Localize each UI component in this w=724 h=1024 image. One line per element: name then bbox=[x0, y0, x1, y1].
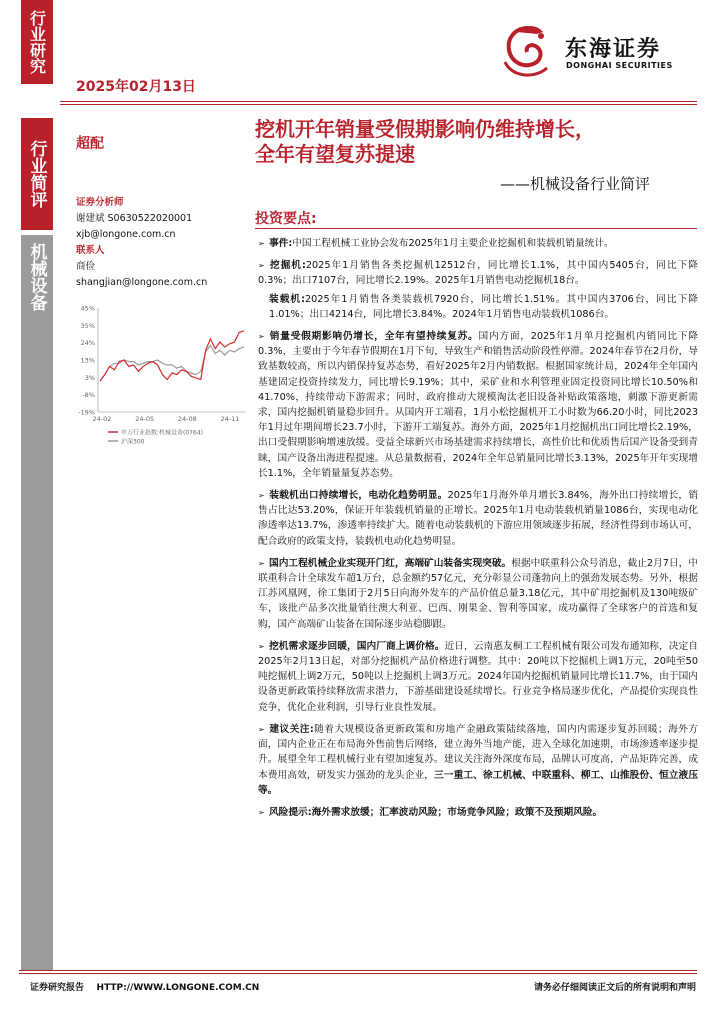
bullet-icon: ➢ bbox=[258, 261, 265, 271]
series-line bbox=[100, 331, 244, 381]
bullet-icon: ➢ bbox=[258, 724, 265, 734]
paragraph-risk: ➢ 风险提示:海外需求放缓；汇率波动风险；市场竞争风险；政策不及预期风险。 bbox=[258, 805, 698, 820]
header-divider bbox=[60, 101, 697, 102]
main-content bbox=[258, 236, 698, 827]
performance-chart bbox=[76, 300, 252, 450]
contact-label: 联系人 bbox=[76, 245, 105, 256]
legend-label: 沪深300 bbox=[121, 438, 145, 446]
dragon-logo-icon bbox=[497, 22, 559, 84]
paragraph-suggest: ➢ 建议关注:随着大规模设备更新政策和房地产金融政策陆续落地，国内内需逐步复苏回暖；海外方面，国内企业正在布局海外售前售后网络，建立海外当地产能，进入全球化加速期，市场渗透率逐步提升。展望全年工程机械行业有望加速复苏。建议关注海外深度布局，品牌认可度高，产品矩阵完善，成本费用高效，研发实力强劲的龙头企业，三一重工、徐工机械、中联重科、柳工、山推股份、恒立液压等。 bbox=[258, 723, 699, 796]
sidebar-sector: 机械设备 bbox=[21, 235, 53, 970]
section-divider bbox=[255, 228, 697, 229]
contact-email[interactable]: shangjian@longone.com.cn bbox=[76, 277, 208, 288]
x-tick-label: 24-05 bbox=[135, 415, 155, 423]
footer-right: 请务必仔细阅读正文后的所有说明和声明 bbox=[533, 983, 696, 993]
bullet-icon: ➢ bbox=[258, 239, 265, 248]
report-subtitle: ——机械设备行业简评 bbox=[500, 175, 651, 193]
title-line-1: 挖机开年销量受假期影响仍维持增长， bbox=[255, 117, 595, 141]
paragraph-loader-export: ➢ 装载机出口持续增长，电动化趋势明显。2025年1月海外单月增长3.84%，海外出口持续增长，销售占比达53.20%，保证开年装载机销量的正增长。2025年1月电动装载机销量1086台，实现电动化渗透率达13.7%，渗透率持续扩大。随着电动装载机的下游应用领域逐步拓展，经济性得到市场认可，配合政府的政策支持，装载机电动化趋势明显。 bbox=[258, 490, 699, 547]
paragraph-sales: ➢ 销量受假期影响仍增长，全年有望持续复苏。国内方面，2025年1月单月挖掘机内销同比下降0.3%，主要由于今年春节假期在1月下旬，导致生产和销售活动阶段性停滞。2024年春节在2月份，导致基数较高，所以内销保持复苏态势，看好2025年2月内销数据。根据国家统计局，2024年全年国内基建固定投资持续发力，同比增长9.19%；其中，采矿业和水利管理业固定投资同比增长10.50%和41.70%，持续带动下游需求；同时，政府推动大规模淘汰老旧设备补贴政策落地，刺激下游更新需求，国内挖掘机销量稳步回升。从国内开工端看，1月小松挖掘机开工小时数为66.20小时，同比2023年1月过年期间增长23.7小时，下游开工端复苏。海外方面，2025年1月挖掘机出口同比增长2.19%，出口受假期影响增速放缓。受益全球新兴市场基建需求持续增长，高性价比和优质售后国产设备受到青睐，国产设备出海进程提速。从总量数据看，2024年全年总销量同比增长3.13%，2025年开年实现增长1.1%，全年销量量复苏态势。 bbox=[258, 331, 698, 479]
paragraph-excavator: ➢ 挖掘机:2025年1月销售各类挖掘机12512台，同比增长1.1%，其中国内5405台，同比下降0.3%；出口7107台，同比增长2.19%。2025年1月销售电动挖掘机18台。 bbox=[258, 260, 698, 287]
y-tick-label: -19% bbox=[78, 408, 95, 417]
y-tick-label: 45% bbox=[80, 304, 95, 313]
report-date: 2025年02月13日 bbox=[76, 79, 196, 95]
header-divider-2 bbox=[60, 104, 697, 105]
x-tick-label: 24-02 bbox=[92, 415, 112, 423]
y-tick-label: 24% bbox=[80, 339, 95, 348]
bullet-icon: ➢ bbox=[258, 332, 265, 342]
sidebar-category: 行业研究 bbox=[21, 0, 53, 84]
section-title: 投资要点: bbox=[255, 211, 317, 227]
report-title bbox=[255, 117, 695, 167]
contact-name: 商俭 bbox=[76, 261, 96, 272]
footer-left[interactable]: 证券研究报告 HTTP://WWW.LONGONE.COM.CN bbox=[30, 983, 260, 993]
paragraph-domestic: ➢ 国内工程机械企业实现开门红，高端矿山装备实现突破。根据中联重科公众号消息，截止2月7日，中联重科合计全球发车超1万台，总金额约57亿元，充分彰显公司蓬勃向上的强劲发展态势。另外，根据江苏风凰网，徐工集团于2月5日向海外发车的产品价值总量3.18亿元，其中矿用挖掘机及130吨级矿车，该批产品多次批量销往澳大利亚、巴西、刚果金、智利等国家，成功赢得了全球客户的首选和复购，国产高端矿山装备在国际逐步站稳脚跟。 bbox=[258, 557, 698, 630]
bullet-icon: ➢ bbox=[258, 491, 265, 501]
y-tick-label: 13% bbox=[80, 356, 95, 365]
bullet-icon: ➢ bbox=[258, 641, 265, 651]
analyst-block bbox=[76, 195, 246, 291]
rating-badge: 超配 bbox=[76, 136, 104, 152]
legend-label: 申万行业指数:机械设备(0764) bbox=[121, 429, 203, 437]
x-tick-label: 24-08 bbox=[177, 415, 197, 423]
analyst-email[interactable]: xjb@longone.com.cn bbox=[76, 229, 176, 240]
y-tick-label: 35% bbox=[80, 321, 95, 330]
paragraph-price: ➢ 挖机需求逐步回暖，国内厂商上调价格。近日，云南惠友桐工工程机械有限公司发布通知称，决定自2025年2月13日起，对部分挖掘机产品价格进行调整。其中：20吨以下挖掘机上调1万元，20吨至50吨挖掘机上调2万元，50吨以上挖掘机上调3万元。2024年国内挖掘机销量同比增长11.7%，由于国内设备更新政策持续释放需求潜力，下游基础建设延续增长。行业竞争格局逐步优化，产品提价实现良性竞争，优化企业利润，引导行业良性发展。 bbox=[258, 640, 698, 713]
y-tick-label: 3% bbox=[84, 373, 95, 382]
paragraph-event: ➢ 事件:中国工程机械工业协会发布2025年1月主要企业挖掘机和装载机销量统计。 bbox=[258, 236, 698, 251]
analyst-label: 证券分析师 bbox=[76, 197, 124, 208]
footer-divider bbox=[19, 970, 697, 971]
y-tick-label: -8% bbox=[82, 391, 95, 400]
paragraph-loader: 装载机:2025年1月销售各类装载机7920台，同比增长1.51%。其中国内3706台，同比下降1.01%；出口4214台，同比增长3.84%。2024年1月销售电动装载机1086台。 bbox=[269, 293, 698, 320]
logo-subtitle: DONGHAI SECURITIES bbox=[566, 61, 673, 70]
chart-svg bbox=[76, 300, 252, 450]
footer-divider-2 bbox=[19, 973, 697, 974]
sidebar-report-type: 行业简评 bbox=[21, 118, 53, 230]
bullet-icon: ➢ bbox=[258, 807, 265, 817]
title-line-2: 全年有望复苏提速 bbox=[255, 142, 415, 166]
x-tick-label: 24-11 bbox=[220, 415, 240, 423]
bullet-icon: ➢ bbox=[258, 558, 265, 568]
logo-wordmark: 东海证券 bbox=[565, 37, 662, 62]
series-line bbox=[100, 345, 244, 381]
analyst-name: 谢建斌 S0630522020001 bbox=[76, 213, 193, 224]
